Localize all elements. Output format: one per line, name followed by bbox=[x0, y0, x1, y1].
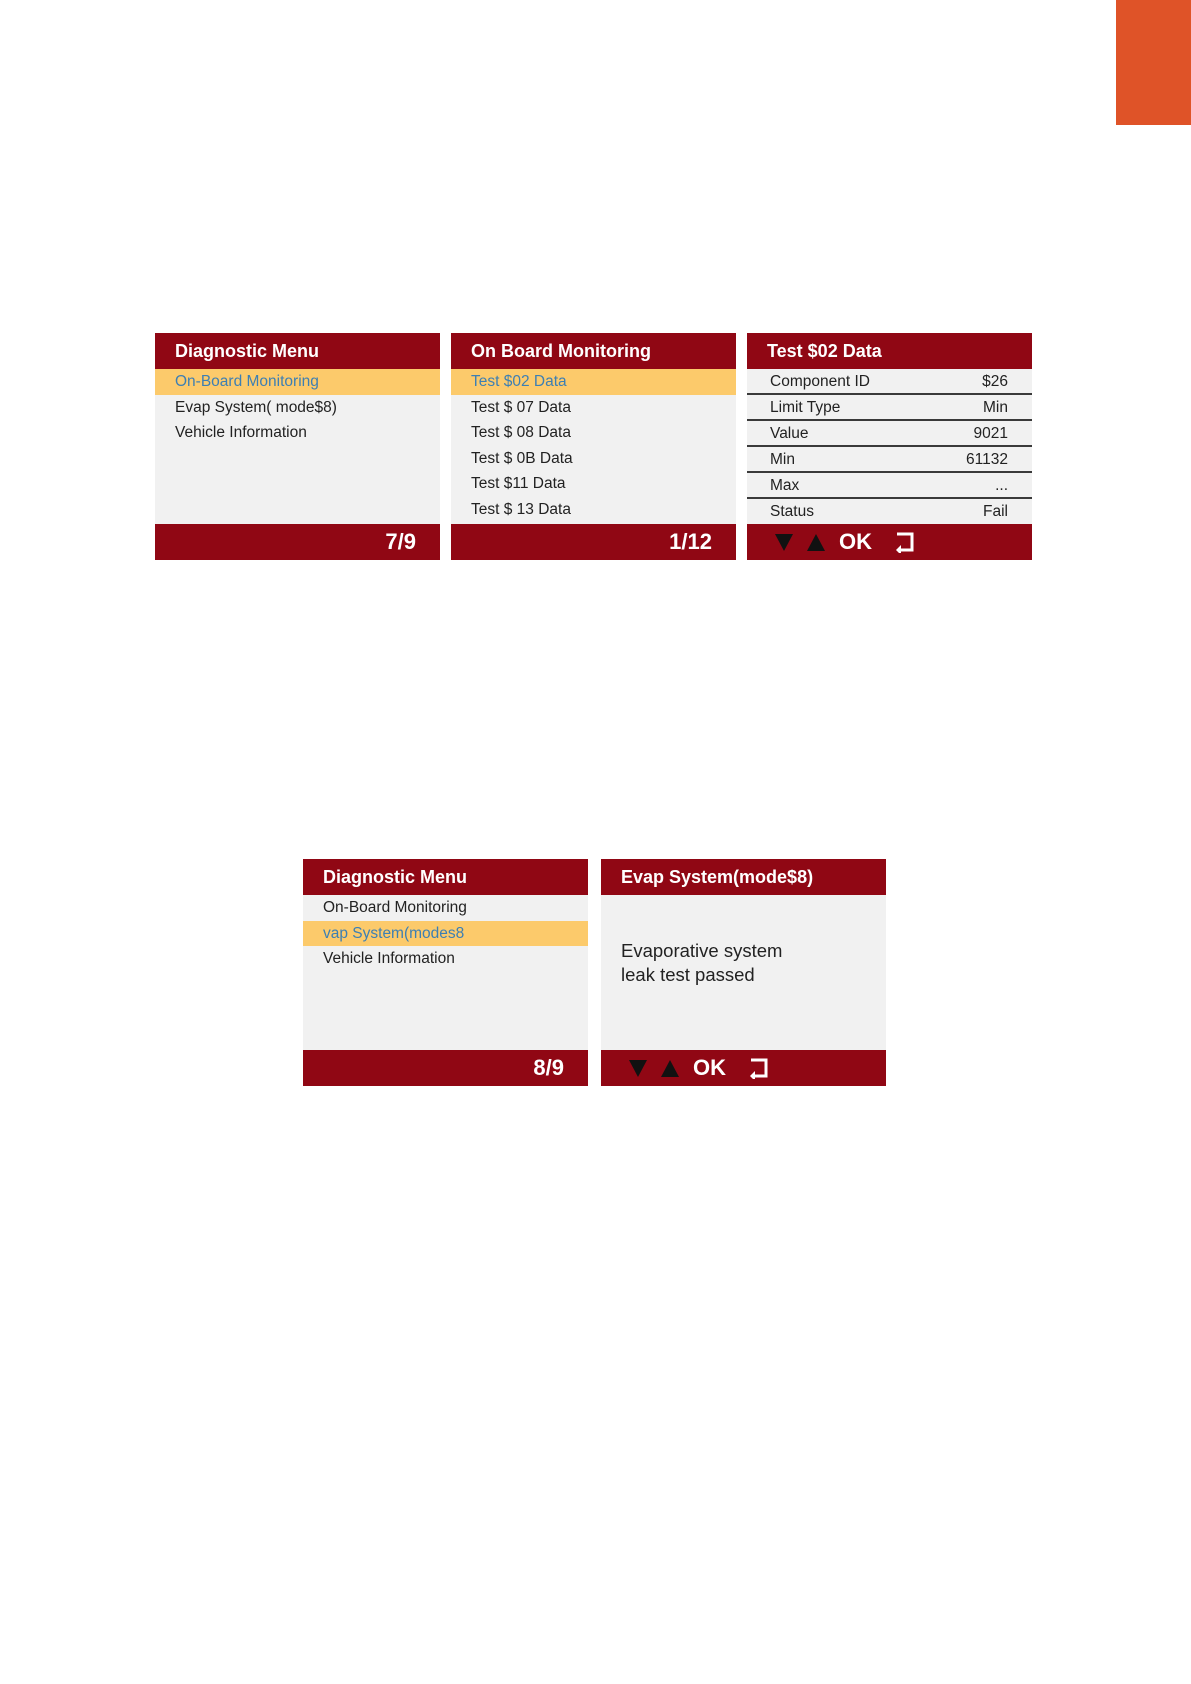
diagnostic-menu-screen bbox=[155, 333, 440, 560]
arrow-down-icon[interactable] bbox=[775, 534, 793, 551]
row-value: 61132 bbox=[966, 451, 1008, 468]
table-row bbox=[747, 395, 1032, 421]
menu-item-on-board-monitoring[interactable]: On-Board Monitoring bbox=[155, 369, 440, 395]
result-message bbox=[621, 939, 782, 987]
menu-list bbox=[155, 369, 440, 446]
row-value: Fail bbox=[983, 503, 1008, 520]
status-bar bbox=[155, 524, 440, 560]
row-label: Value bbox=[770, 425, 809, 442]
message-line: leak test passed bbox=[621, 964, 755, 985]
on-board-monitoring-screen bbox=[451, 333, 736, 560]
test-list bbox=[451, 369, 736, 522]
status-bar bbox=[303, 1050, 588, 1086]
table-row bbox=[747, 369, 1032, 395]
row-value: ... bbox=[995, 477, 1008, 494]
arrow-up-icon[interactable] bbox=[807, 534, 825, 551]
row-label: Component ID bbox=[770, 373, 870, 390]
row-value: $26 bbox=[982, 373, 1008, 390]
page-indicator: 1/12 bbox=[669, 529, 712, 554]
arrow-down-icon[interactable] bbox=[629, 1060, 647, 1077]
evap-system-screen bbox=[601, 859, 886, 1086]
menu-item-evap-system[interactable]: Evap System( mode$8) bbox=[175, 398, 337, 416]
row-label: Status bbox=[770, 503, 814, 520]
nav-bar bbox=[747, 524, 1032, 560]
data-table bbox=[747, 369, 1032, 525]
row-value: 9021 bbox=[973, 425, 1008, 442]
nav-controls bbox=[775, 524, 916, 560]
test-item[interactable]: Test $11 Data bbox=[471, 475, 566, 492]
test-item[interactable]: Test $ 08 Data bbox=[471, 424, 571, 441]
test-item[interactable]: Test $ 0B Data bbox=[471, 449, 573, 467]
nav-controls bbox=[629, 1050, 770, 1086]
row-value: Min bbox=[983, 399, 1008, 416]
nav-bar bbox=[601, 1050, 886, 1086]
arrow-up-icon[interactable] bbox=[661, 1060, 679, 1077]
menu-item-vehicle-information[interactable]: Vehicle Information bbox=[175, 424, 307, 441]
menu-item-vehicle-information[interactable]: Vehicle Information bbox=[323, 950, 455, 967]
test-item[interactable]: Test $02 Data bbox=[451, 369, 736, 395]
screen-title: Diagnostic Menu bbox=[155, 333, 440, 369]
back-icon[interactable] bbox=[748, 1057, 770, 1079]
table-row bbox=[747, 473, 1032, 499]
table-row bbox=[747, 447, 1032, 473]
diagnostic-menu-screen-2 bbox=[303, 859, 588, 1086]
menu-item-evap-system[interactable]: vap System(modes8 bbox=[303, 921, 588, 947]
menu-list bbox=[303, 895, 588, 972]
ok-button[interactable]: OK bbox=[839, 529, 872, 554]
row-label: Min bbox=[770, 451, 795, 468]
chapter-tab bbox=[1116, 0, 1191, 125]
test-data-screen bbox=[747, 333, 1032, 560]
row-label: Max bbox=[770, 477, 800, 494]
test-item[interactable]: Test $ 07 Data bbox=[471, 398, 571, 416]
page-indicator: 7/9 bbox=[385, 529, 416, 554]
page-indicator: 8/9 bbox=[533, 1055, 564, 1080]
menu-item-on-board-monitoring[interactable]: On-Board Monitoring bbox=[323, 899, 467, 916]
status-bar bbox=[451, 524, 736, 560]
ok-button[interactable]: OK bbox=[693, 1055, 726, 1080]
table-row bbox=[747, 421, 1032, 447]
message-line: Evaporative system bbox=[621, 940, 783, 961]
back-icon[interactable] bbox=[894, 531, 916, 553]
screen-title: Evap System(mode$8) bbox=[601, 859, 886, 895]
test-item[interactable]: Test $ 13 Data bbox=[471, 500, 571, 518]
screen-title: On Board Monitoring bbox=[451, 333, 736, 369]
row-label: Limit Type bbox=[770, 399, 841, 416]
table-row bbox=[747, 499, 1032, 525]
screen-title: Diagnostic Menu bbox=[303, 859, 588, 895]
screen-title: Test $02 Data bbox=[747, 333, 1032, 369]
